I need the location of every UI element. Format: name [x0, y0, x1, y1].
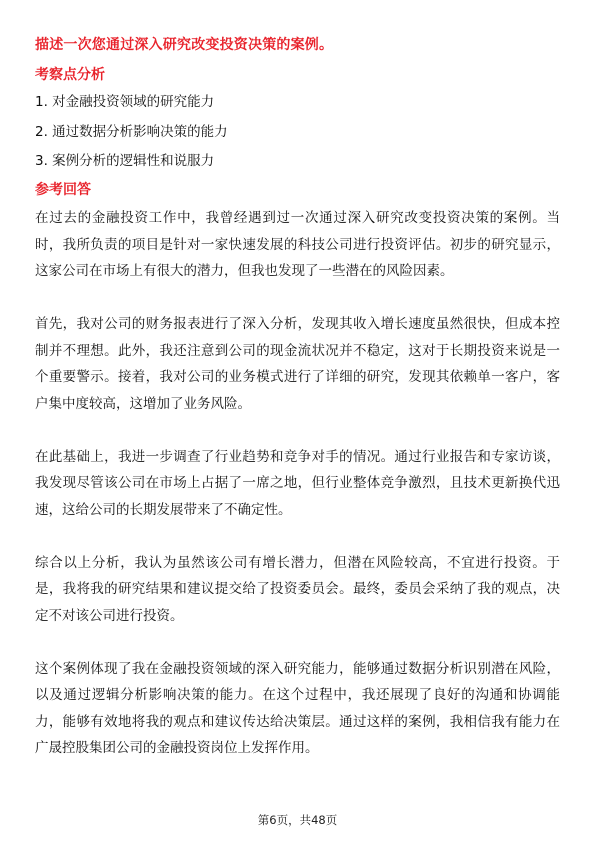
analysis-heading: 考察点分析 [35, 67, 105, 83]
analysis-point-3: 3. 案例分析的逻辑性和说服力 [35, 153, 215, 169]
answer-paragraph-2: 首先，我对公司的财务报表进行了深入分析，发现其收入增长速度虽然很快，但成本控制并不理想。此外，我还注意到公司的现金流状况并不稳定，这对于长期投资来说是一个重要警示。接着，我对公司的业务模式进行了详细的研究，发现其依赖单一客户，客户集中度较高，这增加了业务风险。 [35, 316, 560, 412]
question-title: 描述一次您通过深入研究改变投资决策的案例。 [35, 37, 334, 53]
analysis-point-1: 1. 对金融投资领域的研究能力 [35, 94, 215, 110]
answer-body [35, 205, 560, 788]
answer-paragraph-3: 在此基础上，我进一步调查了行业趋势和竞争对手的情况。通过行业报告和专家访谈，我发现尽管该公司在市场上占据了一席之地，但行业整体竞争激烈，且技术更新换代迅速，这给公司的长期发展带来了不确定性。 [35, 448, 560, 518]
answer-paragraph-5: 这个案例体现了我在金融投资领域的深入研究能力，能够通过数据分析识别潜在风险，以及通过逻辑分析影响决策的能力。在这个过程中，我还展现了良好的沟通和协调能力，能够有效地将我的观点和建议传达给决策层。通过这样的案例，我相信我有能力在广晟控股集团公司的金融投资岗位上发挥作用。 [35, 660, 560, 756]
answer-paragraph-4: 综合以上分析，我认为虽然该公司有增长潜力，但潜在风险较高，不宜进行投资。于是，我将我的研究结果和建议提交给了投资委员会。最终，委员会采纳了我的观点，决定不对该公司进行投资。 [35, 554, 560, 624]
analysis-point-2: 2. 通过数据分析影响决策的能力 [35, 124, 228, 140]
answer-paragraph-1: 在过去的金融投资工作中，我曾经遇到过一次通过深入研究改变投资决策的案例。当时，我所负责的项目是针对一家快速发展的科技公司进行投资评估。初步的研究显示，这家公司在市场上有很大的潜力，但我也发现了一些潜在的风险因素。 [35, 210, 560, 279]
answer-heading: 参考回答 [35, 182, 91, 198]
page-number: 第6页，共48页 [257, 813, 338, 827]
